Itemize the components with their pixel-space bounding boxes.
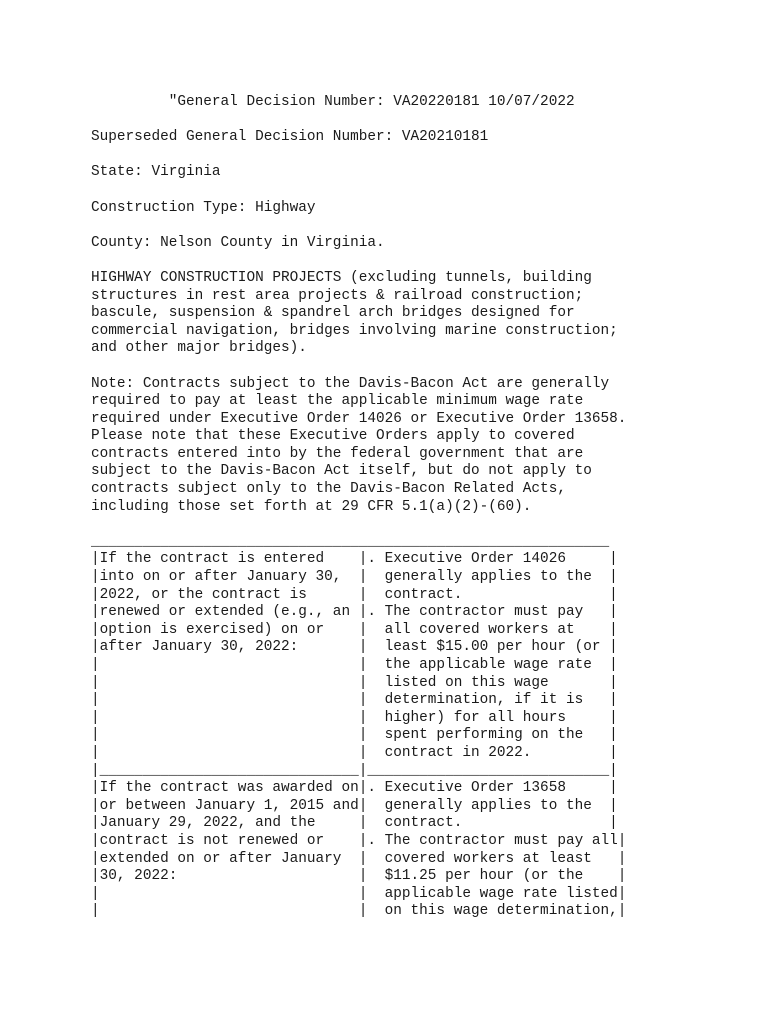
document-line: | | the applicable wage rate |	[91, 657, 618, 673]
document-line: |option is exercised) on or | all covered workers at |	[91, 621, 618, 638]
document-line: and other major bridges).	[91, 340, 307, 357]
document-line: |If the contract is entered |. Executive Order 14026 |	[91, 551, 618, 568]
document-line: HIGHWAY CONSTRUCTION PROJECTS (excluding tunnels, building	[91, 269, 592, 286]
document-line	[91, 252, 626, 270]
document-line: |contract is not renewed or |. The contractor must pay all|	[91, 832, 627, 849]
document-line: |renewed or extended (e.g., an |. The contractor must pay |	[91, 604, 618, 621]
document-line: | | listed on this wage |	[91, 674, 618, 691]
document-line: | | on this wage determination,|	[91, 903, 627, 920]
document-line: |or between January 1, 2015 and| generally applies to the |	[91, 797, 618, 814]
document-line: |If the contract was awarded on|. Executive Order 13658 |	[91, 780, 618, 797]
document-line: commercial navigation, bridges involving marine construction;	[91, 322, 618, 339]
document-line: | | determination, if it is |	[91, 692, 618, 709]
document-line: required to pay at least the applicable minimum wage rate	[91, 393, 584, 410]
document-line: |extended on or after January | covered workers at least |	[91, 850, 627, 867]
document-line: | | spent performing on the |	[91, 727, 618, 744]
document-line: | | higher) for all hours |	[91, 709, 618, 726]
document-line: contracts subject only to the Davis-Bacon Related Acts,	[91, 481, 566, 498]
document-line: subject to the Davis-Bacon Act itself, but do not apply to	[91, 463, 592, 480]
document-line	[91, 516, 626, 534]
document-line: |after January 30, 2022: | least $15.00 per hour (or |	[91, 639, 618, 656]
document-line: ____________________________________________________________	[91, 533, 610, 550]
document-line: | | applicable wage rate listed|	[91, 885, 627, 902]
document-line	[91, 217, 626, 235]
document-line	[91, 358, 626, 376]
document-line: Note: Contracts subject to the Davis-Bacon Act are generally	[91, 375, 610, 392]
document-line: Construction Type: Highway	[91, 199, 316, 216]
document-line	[91, 182, 626, 200]
document-line: contracts entered into by the federal government that are	[91, 445, 584, 462]
document-line: Superseded General Decision Number: VA20210181	[91, 129, 489, 146]
document-line: including those set forth at 29 CFR 5.1(a)(2)-(60).	[91, 498, 532, 515]
document-line	[91, 112, 626, 130]
document-line: |2022, or the contract is | contract. |	[91, 586, 618, 603]
document-line: structures in rest area projects & railroad construction;	[91, 287, 584, 304]
document-line: State: Virginia	[91, 164, 221, 181]
wage-determination-text	[91, 94, 626, 921]
document-line: |______________________________|____________________________|	[91, 762, 618, 779]
document-line: "General Decision Number: VA20220181 10/07/2022	[91, 94, 575, 110]
document-line: |January 29, 2022, and the | contract. |	[91, 815, 618, 832]
document-line: County: Nelson County in Virginia.	[91, 234, 385, 251]
document-line: required under Executive Order 14026 or Executive Order 13658.	[91, 410, 627, 427]
document-line: bascule, suspension & spandrel arch bridges designed for	[91, 305, 575, 322]
document-line: Please note that these Executive Orders apply to covered	[91, 428, 575, 445]
document-line	[91, 147, 626, 165]
document-line: | | contract in 2022. |	[91, 744, 618, 761]
document-line: |into on or after January 30, | generally applies to the |	[91, 569, 618, 586]
document-line: |30, 2022: | $11.25 per hour (or the |	[91, 868, 627, 885]
